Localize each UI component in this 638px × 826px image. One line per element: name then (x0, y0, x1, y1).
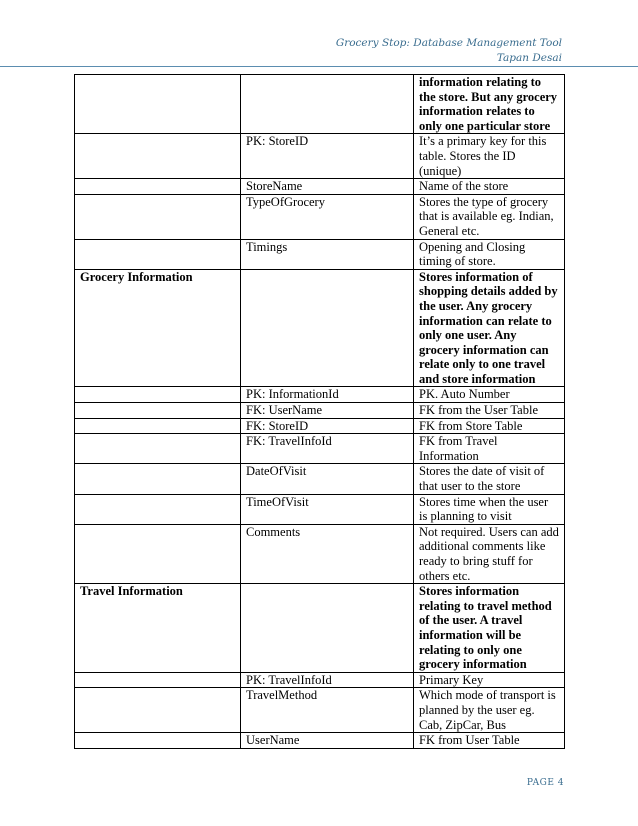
field-cell (241, 75, 414, 134)
table-row (75, 239, 565, 269)
table-row (75, 269, 565, 387)
table-row (75, 494, 565, 524)
table-row (75, 733, 565, 749)
table-row (75, 134, 565, 179)
field-cell: UserName (241, 733, 414, 749)
field-cell: TimeOfVisit (241, 494, 414, 524)
description-cell: FK from User Table (414, 733, 565, 749)
schema-table (74, 74, 565, 749)
author-name: Tapan Desai (496, 52, 562, 64)
page-number: PAGE 4 (526, 778, 564, 788)
entity-cell (75, 524, 241, 583)
description-cell: FK from Travel Information (414, 434, 565, 464)
description-cell: FK from Store Table (414, 418, 565, 434)
description-cell: Stores the date of visit of that user to the store (414, 464, 565, 494)
table-row (75, 179, 565, 195)
entity-cell (75, 418, 241, 434)
field-cell: FK: StoreID (241, 418, 414, 434)
field-cell: FK: UserName (241, 403, 414, 419)
field-cell (241, 269, 414, 387)
description-cell: information relating to the store. But any grocery information relates to only one particular store (414, 75, 565, 134)
entity-cell (75, 733, 241, 749)
table-row (75, 75, 565, 134)
field-cell: TypeOfGrocery (241, 194, 414, 239)
description-cell: Name of the store (414, 179, 565, 195)
description-cell: PK. Auto Number (414, 387, 565, 403)
table-row (75, 688, 565, 733)
entity-cell (75, 194, 241, 239)
table-row (75, 524, 565, 583)
entity-cell (75, 239, 241, 269)
description-cell: Opening and Closing timing of store. (414, 239, 565, 269)
table-row (75, 584, 565, 673)
entity-cell (75, 688, 241, 733)
description-cell: Stores information of shopping details added by the user. Any grocery information can relate to only one user. Any grocery information can relate only to one travel and store information (414, 269, 565, 387)
field-cell: TravelMethod (241, 688, 414, 733)
field-cell: PK: InformationId (241, 387, 414, 403)
entity-cell: Travel Information (75, 584, 241, 673)
entity-cell (75, 434, 241, 464)
entity-cell (75, 387, 241, 403)
table-row (75, 387, 565, 403)
entity-cell (75, 134, 241, 179)
field-cell: StoreName (241, 179, 414, 195)
table-row (75, 464, 565, 494)
table-row (75, 434, 565, 464)
field-cell: PK: StoreID (241, 134, 414, 179)
field-cell: FK: TravelInfoId (241, 434, 414, 464)
description-cell: Primary Key (414, 672, 565, 688)
running-header (336, 36, 562, 66)
entity-cell (75, 494, 241, 524)
description-cell: FK from the User Table (414, 403, 565, 419)
entity-cell (75, 75, 241, 134)
field-cell (241, 584, 414, 673)
entity-cell: Grocery Information (75, 269, 241, 387)
field-cell: Timings (241, 239, 414, 269)
field-cell: Comments (241, 524, 414, 583)
entity-cell (75, 403, 241, 419)
description-cell: Which mode of transport is planned by the user eg. Cab, ZipCar, Bus (414, 688, 565, 733)
entity-cell (75, 672, 241, 688)
entity-cell (75, 179, 241, 195)
field-cell: DateOfVisit (241, 464, 414, 494)
table-row (75, 194, 565, 239)
description-cell: Stores the type of grocery that is available eg. Indian, General etc. (414, 194, 565, 239)
description-cell: It’s a primary key for this table. Stores the ID (unique) (414, 134, 565, 179)
header-divider (0, 66, 638, 67)
document-title: Grocery Stop: Database Management Tool (335, 37, 562, 49)
table-row (75, 418, 565, 434)
table-row (75, 403, 565, 419)
table-row (75, 672, 565, 688)
entity-cell (75, 464, 241, 494)
description-cell: Not required. Users can add additional comments like ready to bring stuff for others etc. (414, 524, 565, 583)
description-cell: Stores time when the user is planning to visit (414, 494, 565, 524)
description-cell: Stores information relating to travel method of the user. A travel information will be relating to only one grocery information (414, 584, 565, 673)
field-cell: PK: TravelInfoId (241, 672, 414, 688)
